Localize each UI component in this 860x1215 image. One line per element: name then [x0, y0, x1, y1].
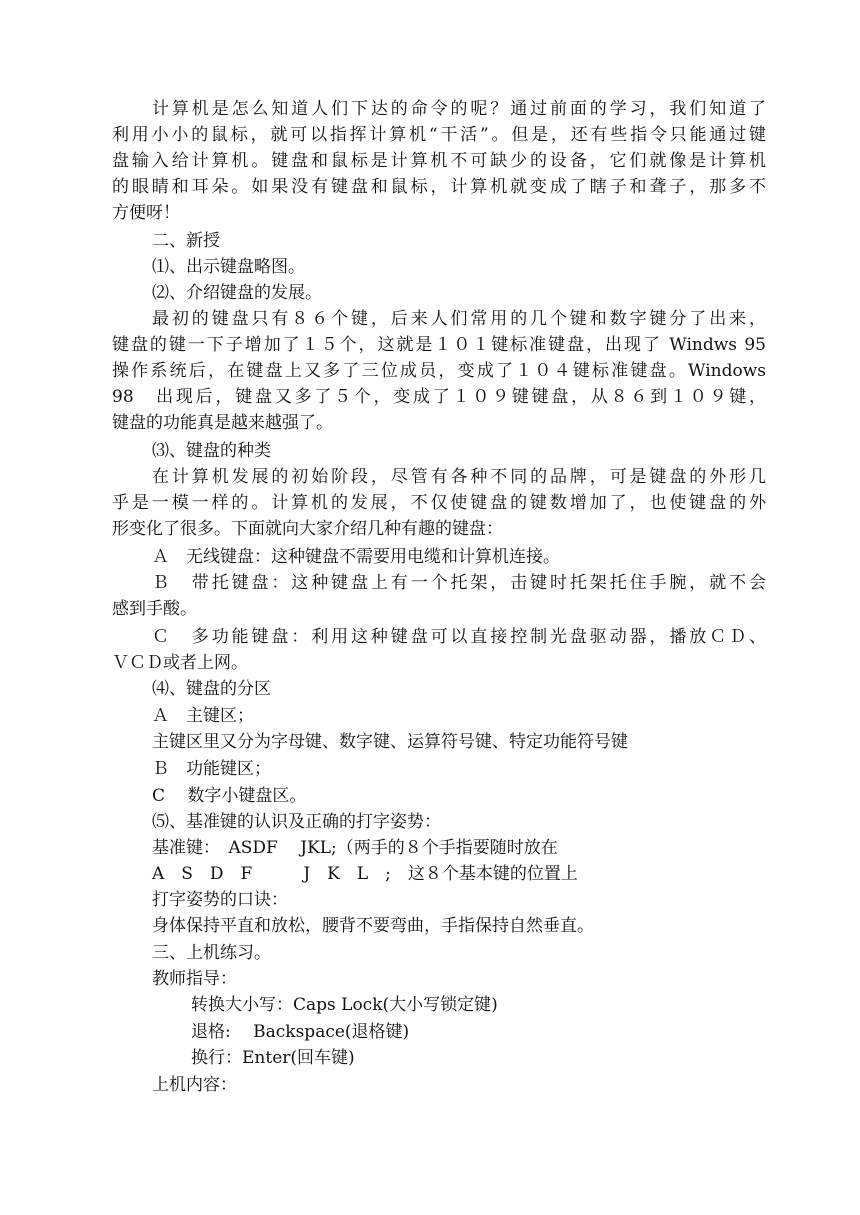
development-line-4: 98 出现后，键盘又多了５个，变成了１０９键键盘，从８６到１０９键， [112, 387, 766, 407]
guide-enter: 换行：Enter(回车键) [191, 1048, 355, 1068]
intro-line-2: 利用小小的鼠标，就可以指挥计算机“干活”。但是，还有些指令只能通过键 [112, 125, 766, 145]
home-keys-line-1: 基准键： ASDF JKL;（两手的８个手指要随时放在 [152, 838, 558, 858]
guide-backspace: 退格: Backspace(退格键) [191, 1022, 410, 1042]
zone-c: C 数字小键盘区。 [152, 786, 307, 806]
types-intro-line-1: 在计算机发展的初始阶段，尽管有各种不同的品牌，可是键盘的外形几 [152, 467, 766, 487]
intro-line-5: 方便呀！ [112, 203, 180, 223]
types-intro-line-3: 形变化了很多。下面就向大家介绍几种有趣的键盘： [112, 519, 503, 539]
section-practice-heading: 三、上机练习。 [152, 943, 271, 963]
zone-a-description: 主键区里又分为字母键、数字键、运算符号键、特定功能符号键 [152, 732, 628, 752]
development-line-2: 键盘的键一下子增加了１５个，这就是１０１键标准键盘，出现了 Windws 95 [112, 335, 766, 355]
type-b-line-1: Ｂ 带托键盘：这种键盘上有一个托架，击键时托架托住手腕，就不会 [152, 573, 766, 593]
development-line-1: 最初的键盘只有８６个键，后来人们常用的几个键和数字键分了出来， [152, 309, 766, 329]
practice-content-label: 上机内容： [152, 1075, 237, 1095]
type-c-line-2: ＶＣＤ或者上网。 [112, 653, 248, 673]
item-3: ⑶、键盘的种类 [152, 441, 271, 461]
zone-b: Ｂ 功能键区； [152, 759, 271, 779]
types-intro-line-2: 乎是一模一样的。计算机的发展，不仅使键盘的键数增加了，也使键盘的外 [112, 493, 766, 513]
item-4: ⑷、键盘的分区 [152, 679, 271, 699]
intro-line-3: 盘输入给计算机。键盘和鼠标是计算机不可缺少的设备，它们就像是计算机 [112, 151, 766, 171]
item-5: ⑸、基准键的认识及正确的打字姿势： [152, 812, 441, 832]
item-2: ⑵、介绍键盘的发展。 [152, 283, 322, 303]
type-b-line-2: 感到手酸。 [112, 599, 197, 619]
intro-line-4: 的眼睛和耳朵。如果没有键盘和鼠标，计算机就变成了瞎子和聋子，那多不 [112, 177, 766, 197]
teacher-guide-label: 教师指导： [152, 969, 237, 989]
posture-title: 打字姿势的口诀： [152, 890, 288, 910]
home-keys-line-2: A S D F J K L ; 这８个基本键的位置上 [152, 864, 578, 884]
zone-a: Ａ 主键区； [152, 706, 254, 726]
development-line-5: 键盘的功能真是越来越强了。 [112, 413, 333, 433]
item-1: ⑴、出示键盘略图。 [152, 257, 305, 277]
type-c-line-1: Ｃ 多功能键盘：利用这种键盘可以直接控制光盘驱动器，播放ＣＤ、 [152, 627, 766, 647]
guide-caps-lock: 转换大小写：Caps Lock(大小写锁定键) [191, 995, 498, 1015]
section-new-heading: 二、新授 [152, 231, 220, 251]
development-line-3: 操作系统后，在键盘上又多了三位成员，变成了１０４键标准键盘。Windows [112, 361, 766, 381]
type-a: Ａ 无线键盘：这种键盘不需要用电缆和计算机连接。 [152, 547, 560, 567]
intro-line-1: 计算机是怎么知道人们下达的命令的呢？通过前面的学习，我们知道了 [152, 99, 766, 119]
posture-text: 身体保持平直和放松，腰背不要弯曲，手指保持自然垂直。 [152, 916, 594, 936]
